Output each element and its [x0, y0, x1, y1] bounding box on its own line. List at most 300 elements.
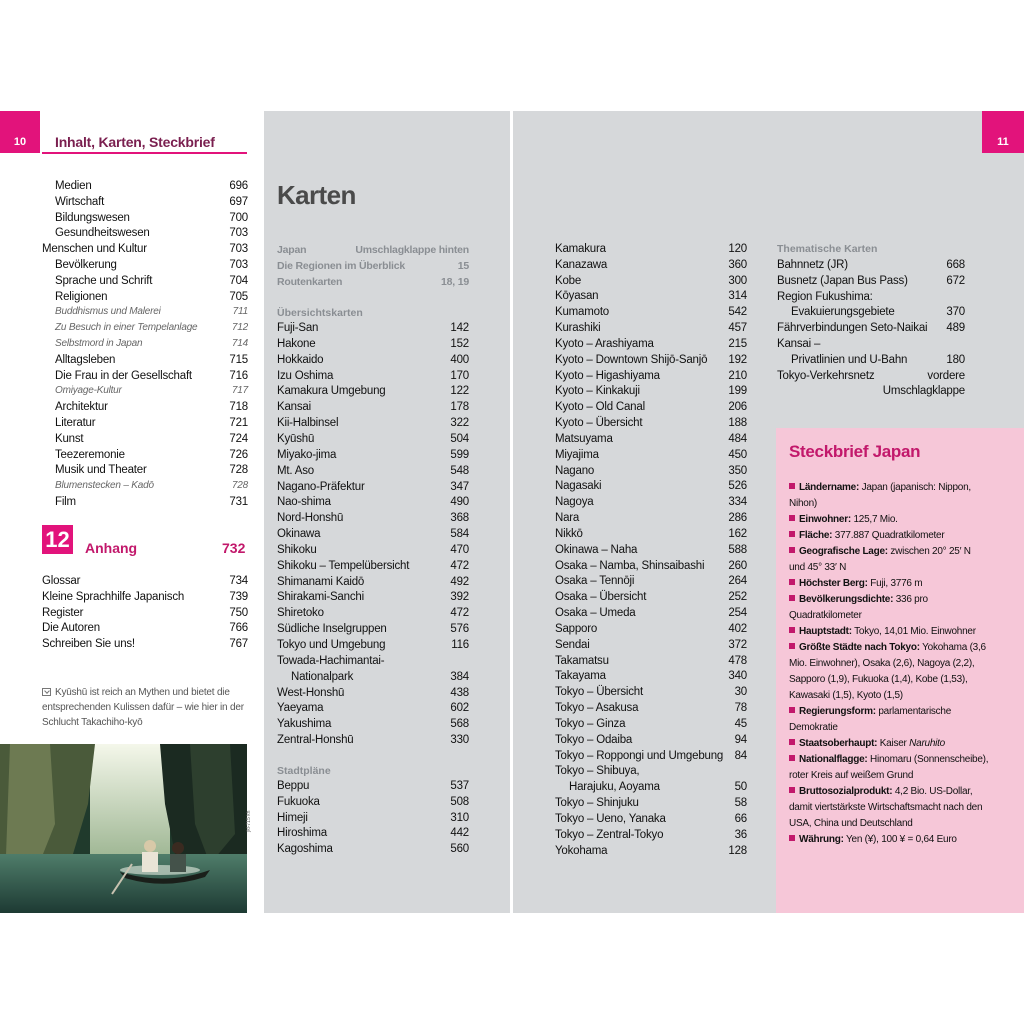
- toc-entry-label: Alltagsleben: [55, 353, 116, 366]
- map-list-item[interactable]: [277, 542, 469, 558]
- factsheet-item: [789, 624, 989, 640]
- map-item-page: 472: [450, 607, 469, 620]
- map-item-page: 360: [728, 258, 747, 271]
- toc-entry[interactable]: [42, 415, 248, 431]
- map-item-label: Shirakami-Sanchi: [277, 591, 364, 604]
- factsheet-value: Yen (¥), 100 ¥ = 0,64 Euro: [846, 834, 957, 845]
- map-item-page: 15: [457, 260, 469, 272]
- toc-entry-label: Musik und Theater: [55, 464, 147, 477]
- bullet-square-icon: [789, 787, 795, 793]
- appendix-entry-label: Schreiben Sie uns!: [42, 638, 135, 651]
- map-item-label: Fukuoka: [277, 795, 320, 808]
- toc-entry[interactable]: [42, 352, 248, 368]
- toc-entry[interactable]: [42, 273, 248, 289]
- bullet-square-icon: [789, 515, 795, 521]
- map-list-item[interactable]: [555, 637, 747, 653]
- map-list-item[interactable]: [277, 320, 469, 336]
- bullet-square-icon: [789, 547, 795, 553]
- bullet-square-icon: [789, 643, 795, 649]
- toc-entry-page: 721: [229, 417, 248, 429]
- map-item-label: Osaka – Umeda: [555, 607, 636, 620]
- map-list-item[interactable]: [277, 669, 469, 685]
- map-list-item[interactable]: [277, 841, 469, 857]
- map-item-label: Nara: [555, 512, 580, 525]
- appendix-entry-page: 766: [229, 622, 248, 635]
- map-list-item[interactable]: [277, 716, 469, 732]
- map-list-item[interactable]: [277, 399, 469, 415]
- map-list-item[interactable]: [277, 653, 469, 669]
- factsheet-item: [789, 752, 989, 784]
- map-item-label: Tokyo – Asakusa: [555, 702, 639, 715]
- toc-entry[interactable]: [42, 447, 248, 463]
- map-list-item[interactable]: [277, 778, 469, 794]
- map-item-page: 18, 19: [441, 276, 469, 288]
- map-list-item[interactable]: [777, 320, 965, 336]
- map-item-label: Kurashiki: [555, 322, 601, 335]
- map-list-item[interactable]: [777, 368, 965, 384]
- appendix-entry[interactable]: [42, 636, 248, 652]
- map-list-item[interactable]: [555, 700, 747, 716]
- map-list-item[interactable]: [555, 811, 747, 827]
- toc-entry-page: 703: [229, 227, 248, 240]
- bullet-square-icon: [789, 739, 795, 745]
- map-list-item[interactable]: [277, 415, 469, 431]
- toc-entry[interactable]: [42, 241, 248, 257]
- map-list-item[interactable]: [277, 574, 469, 590]
- map-list-item[interactable]: [777, 352, 965, 368]
- map-list-item[interactable]: [277, 368, 469, 384]
- map-list-item[interactable]: [277, 383, 469, 399]
- map-item-page: 94: [734, 733, 747, 746]
- toc-entry-label: Architektur: [55, 401, 108, 414]
- toc-entry[interactable]: [42, 320, 248, 336]
- toc-entry-page: 731: [229, 496, 248, 508]
- map-item-page: 58: [734, 797, 747, 810]
- toc-entry-label: Die Frau in der Gesellschaft: [55, 369, 192, 382]
- map-item-page: 162: [728, 527, 747, 540]
- map-item-label: Tokyo – Roppongi und Umgebung: [555, 749, 724, 762]
- factsheet-title: Steckbrief Japan: [789, 442, 921, 461]
- bullet-square-icon: [789, 835, 795, 841]
- map-list-item[interactable]: [555, 653, 747, 669]
- map-item-label: Tokyo – Übersicht: [555, 686, 643, 699]
- map-list-item[interactable]: [555, 684, 747, 700]
- toc-entry[interactable]: [42, 257, 248, 273]
- toc-entry-label: Wirtschaft: [55, 195, 105, 208]
- toc-entry[interactable]: [42, 462, 248, 478]
- map-item-label: Kobe: [555, 274, 582, 287]
- toc-entry-label: Medien: [55, 180, 92, 192]
- photo-pointer-icon: [42, 688, 51, 696]
- map-item-label: Kamakura Umgebung: [277, 385, 386, 398]
- toc-entry-label: Film: [55, 496, 76, 508]
- toc-entry[interactable]: [42, 494, 248, 510]
- factsheet-value: 4,2 Bio. US-Dollar, damit viertstärkste Wirtschaftsmacht nach den USA, China und Deutschland: [789, 786, 983, 829]
- toc-entry-page: 711: [232, 306, 248, 318]
- factsheet-item: [789, 704, 989, 736]
- map-list-item[interactable]: [777, 273, 965, 289]
- map-list-item[interactable]: [555, 779, 747, 795]
- toc-entry-page: 714: [231, 338, 248, 349]
- map-item-label: Shiretoko: [277, 607, 324, 620]
- appendix-entry-page: 734: [229, 575, 248, 587]
- factsheet-key: Einwohner:: [799, 514, 851, 525]
- photo-credit: jkl-715 kh: [246, 810, 252, 832]
- factsheet-key: Größte Städte nach Tokyo:: [799, 642, 920, 653]
- factsheet-item: [789, 576, 989, 592]
- map-list-item[interactable]: [555, 383, 747, 399]
- map-list-item[interactable]: [277, 431, 469, 447]
- city-maps-label: Stadtpläne: [277, 765, 331, 777]
- map-list-item[interactable]: [555, 288, 747, 304]
- map-list-item[interactable]: [555, 716, 747, 732]
- map-item-page: 66: [734, 812, 747, 825]
- map-list-item[interactable]: [277, 794, 469, 810]
- map-list-item[interactable]: [777, 289, 965, 305]
- factsheet-key: Nationalflagge:: [799, 754, 868, 765]
- map-list-item[interactable]: [555, 795, 747, 811]
- map-list-item[interactable]: [277, 700, 469, 716]
- map-list-item[interactable]: [555, 273, 747, 289]
- map-item-page: 537: [450, 780, 469, 792]
- map-list-item[interactable]: [277, 526, 469, 542]
- map-item-label: Nagoya: [555, 496, 594, 509]
- map-item-page: 576: [450, 623, 469, 636]
- appendix-entry[interactable]: [42, 605, 248, 621]
- toc-entry[interactable]: [42, 178, 248, 194]
- map-list-item[interactable]: [555, 304, 747, 320]
- map-item-label: Kyoto – Arashiyama: [555, 337, 654, 350]
- appendix-entry[interactable]: [42, 573, 248, 589]
- map-item-page: 484: [728, 432, 747, 445]
- map-item-page: 50: [734, 781, 747, 794]
- map-list-item[interactable]: [555, 732, 747, 748]
- map-list-item[interactable]: [277, 621, 469, 637]
- map-item-label: Die Regionen im Überblick: [277, 260, 406, 272]
- bullet-square-icon: [789, 707, 795, 713]
- map-item-page: 392: [450, 591, 469, 604]
- overview-maps-label: Übersichtskarten: [277, 307, 363, 319]
- factsheet-value: 377.887 Quadratkilometer: [834, 530, 945, 541]
- map-item-page: 264: [728, 575, 747, 588]
- toc-entry-label: Kunst: [55, 432, 84, 445]
- map-item-page: 322: [450, 417, 469, 430]
- map-list-item[interactable]: [555, 748, 747, 764]
- map-item-page: 442: [450, 827, 469, 840]
- toc-entry-page: 717: [231, 385, 248, 397]
- toc-entry-label: Menschen und Kultur: [42, 243, 147, 256]
- map-list-item[interactable]: [277, 685, 469, 701]
- map-list-item[interactable]: [277, 810, 469, 826]
- map-item-label: Südliche Inselgruppen: [277, 623, 387, 636]
- map-list-item[interactable]: [555, 463, 747, 479]
- toc-entry-label: Sprache und Schrift: [55, 274, 153, 287]
- map-item-page: 260: [728, 559, 747, 572]
- map-list-item[interactable]: [555, 257, 747, 273]
- map-item-label: Miyako-jima: [277, 448, 337, 461]
- toc-entry[interactable]: [42, 336, 248, 352]
- map-list-item[interactable]: [555, 320, 747, 336]
- factsheet-value-italic: Naruhito: [909, 738, 945, 749]
- map-list-item[interactable]: [555, 589, 747, 605]
- toc-entry-page: 696: [229, 180, 248, 192]
- toc-entry-page: 716: [229, 369, 248, 382]
- map-list-item[interactable]: [555, 431, 747, 447]
- map-item-page: 402: [728, 622, 747, 635]
- photo-caption: Kyūshū ist reich an Mythen und bietet die entsprechenden Kulissen dafür – wie hier in der Schlucht Takachiho-kyō: [42, 687, 244, 728]
- bullet-square-icon: [789, 483, 795, 489]
- map-item-page: 347: [450, 480, 469, 493]
- factsheet-key: Hauptstadt:: [799, 626, 852, 637]
- map-item-label: Sendai: [555, 638, 590, 651]
- map-item-label: Tokyo – Odaiba: [555, 733, 633, 746]
- appendix-entry-label: Kleine Sprachhilfe Japanisch: [42, 590, 185, 603]
- map-list-item[interactable]: [555, 478, 747, 494]
- map-list-item[interactable]: [555, 558, 747, 574]
- map-item-label: Kii-Halbinsel: [277, 417, 339, 430]
- map-item-page: 45: [734, 717, 747, 730]
- map-item-label: Sapporo: [555, 622, 598, 635]
- toc-entry-page: 705: [229, 290, 248, 303]
- map-item-page: 142: [450, 322, 469, 334]
- map-item-page: 340: [728, 670, 747, 683]
- map-list-item[interactable]: [555, 605, 747, 621]
- map-item-label: Shikoku: [277, 543, 317, 556]
- factsheet-item: [789, 592, 989, 624]
- map-item-label: Matsuyama: [555, 432, 613, 445]
- map-item-page: 84: [734, 749, 747, 762]
- map-list-item[interactable]: [277, 463, 469, 479]
- map-item-label: West-Honshū: [277, 686, 345, 699]
- toc-entry-label: Gesundheitswesen: [55, 227, 150, 240]
- map-list-item[interactable]: [277, 352, 469, 368]
- map-item-label: Fährverbindungen Seto-Naikai: [777, 322, 928, 335]
- header-title: Inhalt, Karten, Steckbrief: [55, 134, 215, 150]
- toc-entry-label: Omiyage-Kultur: [55, 385, 122, 397]
- map-list-item[interactable]: [277, 447, 469, 463]
- map-list-item[interactable]: [277, 605, 469, 621]
- map-item-label: Beppu: [277, 780, 310, 792]
- map-list-item[interactable]: [277, 637, 469, 653]
- map-item-page: 599: [450, 448, 469, 461]
- map-item-page: 584: [450, 528, 469, 541]
- map-item-page: 286: [728, 512, 747, 525]
- map-list-item[interactable]: [277, 479, 469, 495]
- map-list-item[interactable]: [555, 621, 747, 637]
- map-item-page: 210: [728, 369, 747, 382]
- map-list-item[interactable]: [555, 573, 747, 589]
- map-item-label: Harajuku, Aoyama: [569, 781, 660, 794]
- map-item-page: 120: [728, 243, 747, 255]
- map-item-label: Nagano-Präfektur: [277, 480, 365, 493]
- gorge-boat-photo: [0, 744, 247, 913]
- factsheet-key: Staatsoberhaupt:: [799, 738, 878, 749]
- map-item-page: 370: [946, 306, 965, 319]
- map-list-item[interactable]: [277, 242, 469, 258]
- bullet-square-icon: [789, 579, 795, 585]
- map-item-page: 116: [451, 639, 469, 651]
- map-item-label: Tokyo – Ginza: [555, 717, 626, 730]
- toc-entry[interactable]: [42, 210, 248, 226]
- map-item-label: Tokyo – Ueno, Yanaka: [555, 812, 666, 825]
- toc-entry-page: 728: [231, 480, 248, 492]
- toc-entry[interactable]: [42, 304, 248, 320]
- map-item-page: 504: [450, 432, 469, 445]
- map-list-item[interactable]: [555, 336, 747, 352]
- map-list-item[interactable]: [555, 827, 747, 843]
- map-list-item[interactable]: [277, 558, 469, 574]
- toc-entry-page: 700: [229, 211, 248, 224]
- map-item-page: 310: [450, 811, 469, 824]
- map-list-item[interactable]: [555, 542, 747, 558]
- map-list-item[interactable]: [277, 510, 469, 526]
- appendix-entry[interactable]: [42, 620, 248, 636]
- factsheet-item: [789, 544, 989, 576]
- thematic-maps-label: Thematische Karten: [777, 243, 878, 255]
- map-list-item[interactable]: [777, 336, 965, 352]
- map-item-page: 180: [946, 353, 965, 366]
- toc-entry[interactable]: [42, 368, 248, 384]
- map-item-label: Nagasaki: [555, 480, 602, 493]
- factsheet-value: Fuji, 3776 m: [870, 578, 923, 589]
- map-list-item[interactable]: [555, 526, 747, 542]
- map-item-page: 470: [450, 543, 469, 556]
- toc-entry-label: Bildungswesen: [55, 211, 130, 224]
- bullet-square-icon: [789, 531, 795, 537]
- map-item-label: Kyoto – Übersicht: [555, 417, 643, 430]
- toc-entry-page: 718: [229, 401, 248, 414]
- map-list-item[interactable]: [277, 336, 469, 352]
- map-item-label: Izu Oshima: [277, 369, 334, 382]
- map-item-label: Fuji-San: [277, 322, 319, 334]
- map-item-label: Kyoto – Kinkakuji: [555, 385, 640, 398]
- map-item-page: 128: [728, 844, 747, 857]
- map-list-item[interactable]: [777, 304, 965, 320]
- map-item-label: Kōyasan: [555, 290, 599, 303]
- map-item-label: Kansai: [277, 401, 311, 414]
- map-item-page: 372: [728, 638, 747, 651]
- factsheet-value: 336 pro Quadratkilometer: [789, 594, 928, 621]
- map-item-page: 508: [450, 795, 469, 808]
- map-item-label: Kyoto – Higashiyama: [555, 369, 660, 382]
- toc-entry-label: Buddhismus und Malerei: [55, 306, 161, 318]
- map-list-item[interactable]: [277, 825, 469, 841]
- toc-entry[interactable]: [42, 194, 248, 210]
- toc-entry[interactable]: [42, 431, 248, 447]
- factsheet-value: parlamentarische Demokratie: [789, 706, 952, 733]
- map-item-page: 199: [728, 385, 747, 398]
- factsheet-key: Bruttosozialprodukt:: [799, 786, 893, 797]
- right-page-number: 11: [982, 111, 1024, 153]
- bullet-square-icon: [789, 595, 795, 601]
- map-item-label: Hiroshima: [277, 827, 327, 840]
- map-list-item[interactable]: [277, 258, 469, 274]
- map-list-item[interactable]: [555, 399, 747, 415]
- chapter-page: 732: [222, 540, 246, 556]
- map-item-label: Tokyo und Umgebung: [277, 639, 386, 651]
- map-list-item[interactable]: [555, 447, 747, 463]
- map-list-item[interactable]: [555, 368, 747, 384]
- map-item-label: Takamatsu: [555, 654, 609, 667]
- map-list-item[interactable]: [777, 257, 965, 273]
- map-list-item[interactable]: [555, 352, 747, 368]
- appendix-entry-page: 767: [229, 638, 248, 651]
- map-list-item[interactable]: [555, 494, 747, 510]
- map-item-page: 122: [450, 385, 469, 398]
- map-item-label: Privatlinien und U-Bahn: [791, 353, 908, 366]
- toc-entry[interactable]: [42, 383, 248, 399]
- map-list-item[interactable]: [777, 383, 965, 399]
- factsheet-value: Tokyo, 14,01 Mio. Einwohner: [854, 626, 976, 637]
- factsheet-item: [789, 528, 989, 544]
- appendix-entry-page: 750: [229, 606, 248, 619]
- map-item-page: 526: [728, 480, 747, 493]
- map-item-page: 334: [728, 496, 747, 509]
- map-list-item[interactable]: [277, 732, 469, 748]
- toc-entry[interactable]: [42, 225, 248, 241]
- toc-entry[interactable]: [42, 478, 248, 494]
- map-item-page: 192: [728, 353, 747, 366]
- map-item-label: Tokyo – Shinjuku: [555, 797, 639, 810]
- map-item-page: 489: [946, 322, 965, 335]
- map-list-item[interactable]: [555, 763, 747, 779]
- map-item-label: Osaka – Tennōji: [555, 575, 635, 588]
- factsheet-key: Regierungsform:: [799, 706, 876, 717]
- factsheet-item: [789, 736, 989, 752]
- map-item-label: Shimanami Kaidō: [277, 575, 365, 588]
- maps-heading: Karten: [277, 180, 356, 210]
- toc-entry[interactable]: [42, 399, 248, 415]
- map-item-page: Umschlagklappe hinten: [355, 244, 469, 256]
- map-item-label: Tokyo – Zentral-Tokyo: [555, 828, 664, 841]
- map-item-page: 672: [946, 274, 965, 287]
- map-item-label: Routenkarten: [277, 276, 343, 288]
- chapter-title[interactable]: Anhang: [85, 540, 138, 556]
- map-item-label: Towada-Hachimantai-: [277, 654, 385, 667]
- factsheet-item: [789, 480, 989, 512]
- map-item-page: 492: [450, 575, 469, 588]
- map-item-label: Busnetz (Japan Bus Pass): [777, 274, 908, 287]
- map-item-label: Okinawa – Naha: [555, 543, 638, 556]
- map-item-page: 350: [728, 464, 747, 477]
- map-item-page: 450: [728, 448, 747, 461]
- map-item-page: 548: [450, 464, 469, 477]
- map-item-label: Nord-Honshū: [277, 512, 344, 525]
- map-item-page: 152: [450, 337, 469, 350]
- map-list-item[interactable]: [555, 510, 747, 526]
- map-item-page: 472: [450, 559, 469, 572]
- toc-entry-page: 704: [229, 274, 248, 287]
- map-item-label: Takayama: [555, 670, 606, 683]
- map-item-page: 588: [728, 543, 747, 556]
- map-item-page: 568: [450, 718, 469, 731]
- chapter-number-badge: 12: [42, 525, 73, 554]
- map-list-item[interactable]: [555, 668, 747, 684]
- toc-entry[interactable]: [42, 289, 248, 305]
- map-list-item[interactable]: [277, 274, 469, 290]
- map-list-item[interactable]: [277, 589, 469, 605]
- factsheet-value: Yokohama (3,6 Mio. Einwohner), Osaka (2,6), Nagoya (2,2), Sapporo (1,9), Fukuoka (1,4), Kobe (1,53), Kawasaki (1,5), Kyoto (1,5): [789, 642, 986, 701]
- map-item-page: 478: [728, 654, 747, 667]
- map-list-item[interactable]: [555, 241, 747, 257]
- map-list-item[interactable]: [555, 843, 747, 859]
- appendix-entry[interactable]: [42, 589, 248, 605]
- toc-entry-label: Bevölkerung: [55, 259, 117, 271]
- toc-entry-label: Zu Besuch in einer Tempelanlage: [55, 322, 198, 334]
- map-list-item[interactable]: [555, 415, 747, 431]
- header-rule: [42, 152, 247, 154]
- map-list-item[interactable]: [277, 494, 469, 510]
